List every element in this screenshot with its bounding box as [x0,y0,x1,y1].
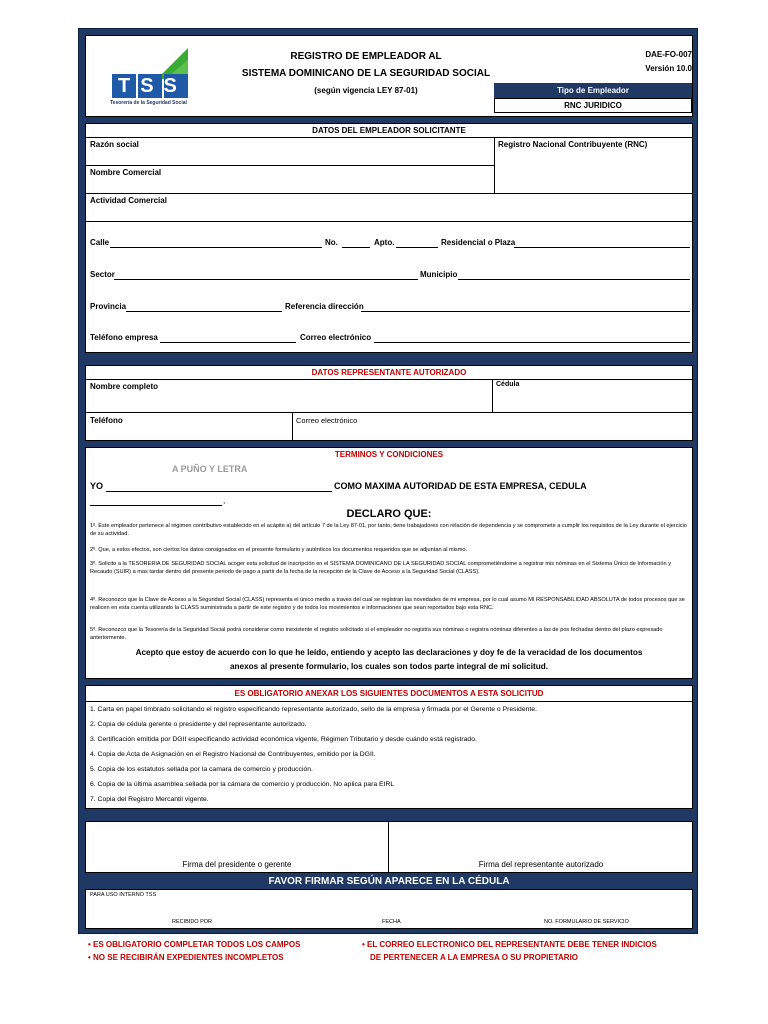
internal-use-section [85,889,693,929]
service-form-number-label: NO. FORMULARIO DE SERVICIO [544,919,629,925]
documents-section-title: ES OBLIGATORIO ANEXAR LOS SIGUIENTES DOCUMENTOS A ESTA SOLICITUD [234,689,544,698]
sector-field[interactable] [114,279,418,280]
telefono-empresa-label: Teléfono empresa [90,333,158,342]
term-item-5: 5º. Reconozco que la Tesorería de la Seguridad Social podrá considerar como inexistente el registro solicitado si el empleador no registra sus nóminas o registra nóminas diferentes a las de pos fechadas dentro del plazo expresado anteriormente. [90,627,663,641]
residencial-label: Residencial o Plaza [441,238,516,247]
nombre-completo-field[interactable] [88,392,490,410]
divider [86,412,692,413]
declarant-cedula-field[interactable] [90,505,222,506]
actividad-comercial-field[interactable] [88,206,690,220]
representative-correo-field[interactable] [294,426,692,440]
service-form-number-field[interactable] [506,900,690,918]
logo-letters [112,75,188,98]
divider [86,701,692,702]
term-item-3: 3º. Solicito a la TESORERIA DE SEGURIDAD SOCIAL acoger esta solicitud de inscripción en el SISTEMA DOMINICANO DE LA SEGURIDAD SOCIAL comprometiéndome a registrar mis nóminas en el Sistema Único de Información y Recaudo (SUIR) a mas tardar dentro del presente periodo de pago a partir de la fecha de la recepción de la Clave de Acceso a la Seguridad Social (CLASS). [90,561,672,575]
document-item-3: 3. Certificación emitida por DGII especificando actividad económica vigente, Régimen Tributario y desde cuándo está registrado. [90,736,477,743]
apto-label: Apto. [374,238,395,247]
razon-social-label: Razón social [90,140,139,149]
divider [86,379,692,380]
document-item-7: 7. Copia del Registro Mercantil vigente. [90,796,209,803]
sector-label: Sector [90,270,115,279]
form-title-2: SISTEMA DOMINICANO DE LA SEGURIDAD SOCIAL [241,68,491,79]
representative-correo-label: Correo electrónico [296,416,358,425]
signature-section [85,821,693,873]
documents-section [85,685,693,809]
term-item-2: 2º. Que, a estos efectos, son ciertos los datos consignados en el presente formulario y auténticos los documentos requeridos que se adjuntan al mismo. [90,547,468,553]
divider [86,193,692,194]
telefono-empresa-field[interactable] [160,342,296,343]
employer-type-label: Tipo de Empleador [494,83,692,98]
numero-label: No. [325,238,338,247]
nombre-comercial-field[interactable] [88,178,492,192]
document-item-5: 5. Copia de los estatutos sellada por la camara de comercio y producción. [90,766,313,773]
residencial-field[interactable] [514,247,690,248]
date-label: FECHA [382,919,401,925]
employer-type-value: RNC JURIDICO [494,98,692,113]
header-panel [85,35,693,117]
accept-line-2: anexos al presente formulario, los cuales son todos parte integral de mi solicitud. [229,662,549,671]
employer-section-title: DATOS DEL EMPLEADOR SOLICITANTE [312,126,466,135]
representative-signature-area[interactable] [392,824,690,858]
document-item-2: 2. Copia de cédula gerente o presidente y del representante autorizado. [90,721,307,728]
divider [492,379,493,412]
representative-section [85,365,693,441]
note-required-fields: • ES OBLIGATORIO COMPLETAR TODOS LOS CAMPOS [88,940,301,949]
note-incomplete-files: • NO SE RECIBIRÁN EXPEDIENTES INCOMPLETOS [88,953,284,962]
divider [86,165,494,166]
received-by-label: RECIBIDO POR [172,919,213,925]
tss-logo [108,46,200,112]
municipio-label: Municipio [420,270,458,279]
correo-empresa-field[interactable] [374,342,690,343]
representative-section-title: DATOS REPRESENTANTE AUTORIZADO [311,368,467,377]
document-item-6: 6. Copia de la última asamblea sellada por la cámara de comercio y producción. No aplica para EIRL [90,781,395,788]
note-email-indicator-1: • EL CORREO ELECTRONICO DEL REPRESENTANTE DEBE TENER INDICIOS [362,940,657,949]
rnc-label: Registro Nacional Contribuyente (RNC) [498,140,648,149]
accept-line-1: Acepto que estoy de acuerdo con lo que he leído, entiendo y acepto las declaraciones y doy fe de la veracidad de los documentos [135,648,643,657]
term-item-1: 1º. Este empleador pertenece al régimen contributivo establecido en el acápite a) del artículo 7 de la Ley 87-01, por tanto, tiene trabajadores con relación de dependencia y se compromete a cumplir los requisitos de la Ley durante el ejercicio de su actividad. [90,523,687,537]
provincia-label: Provincia [90,302,127,311]
apto-field[interactable] [396,247,438,248]
full-name-field[interactable] [106,491,332,492]
yo-label: YO [90,481,104,491]
logo-subtitle: Tesorería de la Seguridad Social [110,100,187,106]
referencia-label: Referencia dirección [285,302,364,311]
referencia-field[interactable] [361,311,690,312]
handwriting-hint: A PUÑO Y LETRA [172,464,248,474]
rnc-field[interactable] [495,150,693,193]
calle-label: Calle [90,238,110,247]
document-item-4: 4. Copia de Acta de Asignación en el Registro Nacional de Contribuyentes, emitido por la DGII. [90,751,376,758]
terms-section-title: TERMINOS Y CONDICIONES [334,450,444,459]
term-item-4: 4º. Reconozco que la Clave de Acceso a la Seguridad Social (CLASS) representa el único medio a traves del cual se registran las novedades de mi empresa, por lo cual asumo MI RESPONSABILIDAD ABSOLUTA de todos procesos que se realicen en esta cuenta utilizando la CLASS suministrada a partir de este registro y de todos los movimientos e informaciones que sean reportados bajo esta RNC. [90,597,685,611]
correo-empresa-label: Correo electrónico [300,333,372,342]
president-signature-area[interactable] [88,824,386,858]
nombre-completo-label: Nombre completo [90,382,159,391]
actividad-comercial-label: Actividad Comercial [90,196,167,205]
cedula-label: Cédula [496,381,520,388]
nombre-comercial-label: Nombre Comercial [90,168,162,177]
como-maxima-label: COMO MAXIMA AUTORIDAD DE ESTA EMPRESA, CEDULA [334,481,587,491]
numero-field[interactable] [342,247,370,248]
internal-use-title: PARA USO INTERNO TSS [90,892,157,898]
calle-field[interactable] [110,247,322,248]
declarant-comma: , [223,496,226,505]
date-field[interactable] [306,900,486,918]
divider [292,412,293,441]
representative-signature-label: Firma del representante autorizado [478,860,604,869]
form-title-1: REGISTRO DE EMPLEADOR AL [290,51,442,62]
employer-section [85,123,693,353]
razon-social-field[interactable] [88,150,492,164]
provincia-field[interactable] [126,311,282,312]
representative-telefono-field[interactable] [88,426,290,440]
document-item-1: 1. Carta en papel timbrado solicitando el registro especificando representante autorizado, sello de la empresa y firmada por el Gerente o Presidente. [90,706,537,713]
cedula-field[interactable] [494,392,692,410]
form-title-3: (según vigencia LEY 87-01) [314,86,418,95]
representative-telefono-label: Teléfono [90,416,123,425]
divider [86,137,692,138]
divider [86,221,692,222]
declaro-heading: DECLARO QUE: [346,508,432,520]
terms-section [85,447,693,679]
municipio-field[interactable] [458,279,690,280]
received-by-field[interactable] [88,900,288,918]
form-frame [78,28,698,934]
form-code: DAE-FO-007 [645,50,692,59]
form-version: Versión 10.0 [645,64,692,73]
logo-text: TSS [118,75,187,97]
president-signature-label: Firma del presidente o gerente [182,860,292,869]
note-email-indicator-2: DE PERTENECER A LA EMPRESA O SU PROPIETARIO [370,953,579,962]
sign-banner: FAVOR FIRMAR SEGÚN APARECE EN LA CÉDULA [268,876,510,887]
